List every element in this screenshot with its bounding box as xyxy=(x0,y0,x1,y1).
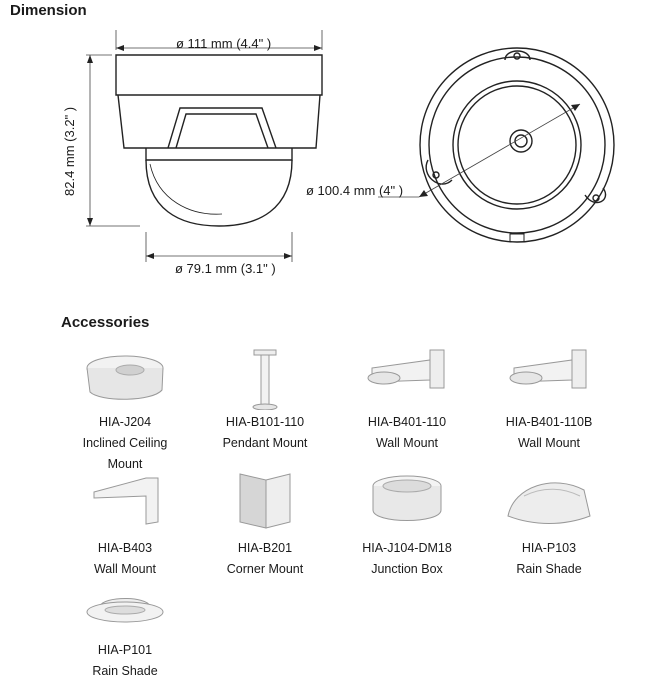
accessory-model: HIA-J104-DM18 xyxy=(362,541,452,555)
accessory-model: HIA-B101-110 xyxy=(225,415,305,429)
accessory-item xyxy=(200,466,330,580)
bottom-width-label: ø 79.1 mm (3.1" ) xyxy=(175,261,276,276)
accessory-model: HIA-P103 xyxy=(521,541,577,555)
accessory-model: HIA-P101 xyxy=(97,643,153,657)
wall-mount-403-icon xyxy=(60,466,190,536)
accessory-name: Corner Mount xyxy=(226,562,304,576)
pendant-mount-icon xyxy=(200,340,330,410)
accessory-name-line2: Mount xyxy=(107,457,143,471)
accessory-model: HIA-B403 xyxy=(97,541,153,555)
top-width-label: ø 111 mm (4.4" ) xyxy=(176,36,272,51)
accessory-name: Wall Mount xyxy=(93,562,157,576)
wall-mount-icon xyxy=(342,340,472,410)
accessory-item xyxy=(60,466,190,580)
dimension-heading: Dimension xyxy=(10,2,87,19)
dimension-drawing xyxy=(0,0,655,300)
accessory-model: HIA-B401-110B xyxy=(505,415,593,429)
rain-shade-flat-icon xyxy=(60,572,190,638)
accessories-heading: Accessories xyxy=(61,314,150,331)
rain-shade-icon xyxy=(484,466,614,536)
accessory-name: Rain Shade xyxy=(92,664,158,678)
accessory-item xyxy=(342,466,472,580)
accessory-name: Rain Shade xyxy=(516,562,582,576)
junction-box-icon xyxy=(342,466,472,536)
accessory-item xyxy=(484,466,614,580)
accessory-item xyxy=(484,340,614,454)
accessory-model: HIA-B201 xyxy=(237,541,293,555)
accessory-item xyxy=(342,340,472,454)
accessory-item xyxy=(60,572,190,682)
diameter-label: ø 100.4 mm (4" ) xyxy=(306,183,404,198)
accessory-name: Wall Mount xyxy=(375,436,439,450)
accessory-name: Pendant Mount xyxy=(222,436,308,450)
accessory-name: Inclined Ceiling xyxy=(82,436,168,450)
accessory-item xyxy=(60,340,190,475)
height-label: 82.4 mm (3.2" ) xyxy=(62,106,77,196)
wall-mount-icon xyxy=(484,340,614,410)
inclined-ceiling-mount-icon xyxy=(60,340,190,410)
accessory-name: Wall Mount xyxy=(517,436,581,450)
accessory-model: HIA-B401-110 xyxy=(367,415,447,429)
accessory-name: Junction Box xyxy=(371,562,443,576)
accessory-item xyxy=(200,340,330,454)
accessory-model: HIA-J204 xyxy=(98,415,152,429)
corner-mount-icon xyxy=(200,466,330,536)
